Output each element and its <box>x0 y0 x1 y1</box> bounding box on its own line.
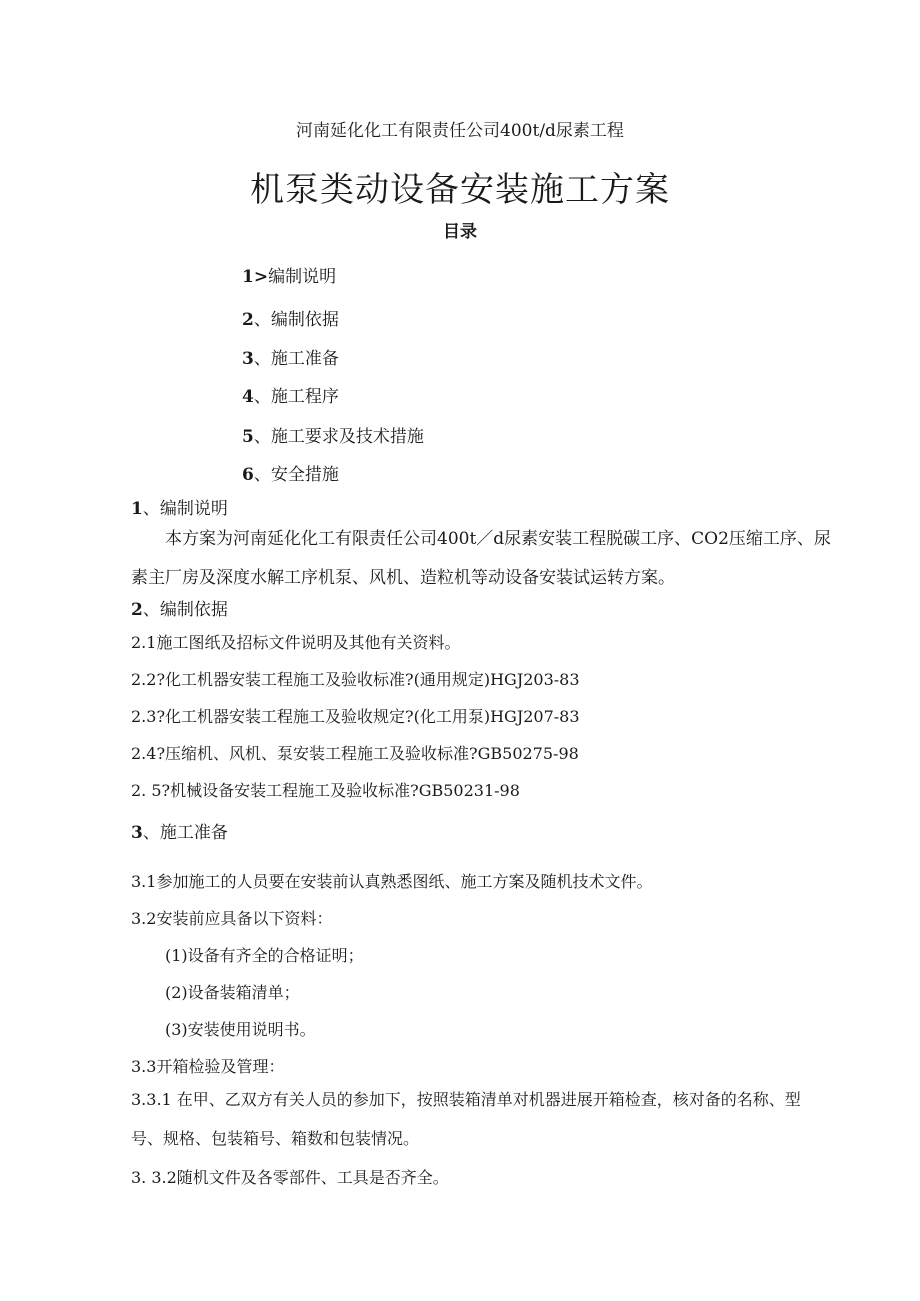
section-heading-number: 2 <box>131 600 143 620</box>
toc-item-label: 安全措施 <box>270 465 339 485</box>
toc-item-separator: 、 <box>253 349 271 369</box>
document-subtitle: 河南延化化工有限责任公司400t/d尿素工程 <box>296 121 624 141</box>
toc-item-number: 2 <box>242 310 254 330</box>
toc-item-number: 3 <box>242 349 254 369</box>
toc-item-label: 施工准备 <box>270 349 339 369</box>
toc-item-separator: 、 <box>253 310 271 330</box>
toc-item <box>242 344 339 369</box>
section-heading-number: 3 <box>131 823 143 843</box>
toc-item-separator: 、 <box>253 427 271 447</box>
toc-heading: 目录 <box>443 222 477 242</box>
toc-item-separator: > <box>253 267 269 287</box>
document-list-item: (1)设备有齐全的合格证明； <box>165 946 364 965</box>
toc-item-separator: 、 <box>253 387 271 407</box>
reference-item: 2.3?化工机器安装工程施工及验收规定?(化工用泵)HGJ207-83 <box>131 707 580 726</box>
section-heading-text: 、编制依据 <box>142 600 228 620</box>
toc-item-number: 4 <box>242 387 254 407</box>
document-list-item: (3)安装使用说明书。 <box>165 1020 316 1039</box>
toc-item-number: 6 <box>242 465 254 485</box>
section-heading <box>131 494 228 519</box>
document-list-item: (2)设备装箱清单； <box>165 983 300 1002</box>
toc-item-label: 编制说明 <box>268 267 337 287</box>
clause-3-1: 3.1参加施工的人员要在安装前认真熟悉图纸、施工方案及随机技术文件。 <box>131 872 653 891</box>
toc-item <box>242 422 424 447</box>
clause-3-2: 3.2安装前应具备以下资料： <box>131 909 333 928</box>
clause-3-3-2: 3. 3.2随机文件及各零部件、工具是否齐全。 <box>131 1168 449 1187</box>
toc-item <box>242 305 339 330</box>
toc-item-number: 5 <box>242 427 254 447</box>
section-heading <box>131 595 228 620</box>
clause-3-3-1: 3.3.1 在甲、乙双方有关人员的参加下，按照装箱清单对机器进展开箱检查，核对备的名称、型号、规格、包装箱号、箱数和包装情况。 <box>131 1090 801 1148</box>
reference-item: 2.1施工图纸及招标文件说明及其他有关资料。 <box>131 633 461 652</box>
toc-item-label: 编制依据 <box>270 310 339 330</box>
toc-item-label: 施工要求及技术措施 <box>270 427 424 447</box>
document-title: 机泵类动设备安装施工方案 <box>250 170 670 210</box>
reference-item: 2. 5?机械设备安装工程施工及验收标准?GB50231-98 <box>131 781 520 800</box>
section-heading-text: 、编制说明 <box>142 499 228 519</box>
reference-item: 2.4?压缩机、风机、泵安装工程施工及验收标准?GB50275-98 <box>131 744 579 763</box>
toc-item <box>242 460 339 485</box>
section-heading-text: 、施工准备 <box>142 823 228 843</box>
toc-item-separator: 、 <box>253 465 271 485</box>
reference-item: 2.2?化工机器安装工程施工及验收标准?(通用规定)HGJ203-83 <box>131 670 580 689</box>
toc-item <box>242 382 339 407</box>
toc-item-label: 施工程序 <box>270 387 339 407</box>
section-heading <box>131 818 228 843</box>
toc-item-number: 1 <box>242 267 254 287</box>
section-paragraph: 本方案为河南延化化工有限责任公司400t／d尿素安装工程脱碳工序、CO2压缩工序、尿素主厂房及深度水解工序机泵、风机、造粒机等动设备安装试运转方案。 <box>131 529 831 588</box>
toc-item <box>242 262 336 287</box>
clause-3-3: 3.3开箱检验及管理： <box>131 1057 285 1076</box>
section-heading-number: 1 <box>131 499 143 519</box>
